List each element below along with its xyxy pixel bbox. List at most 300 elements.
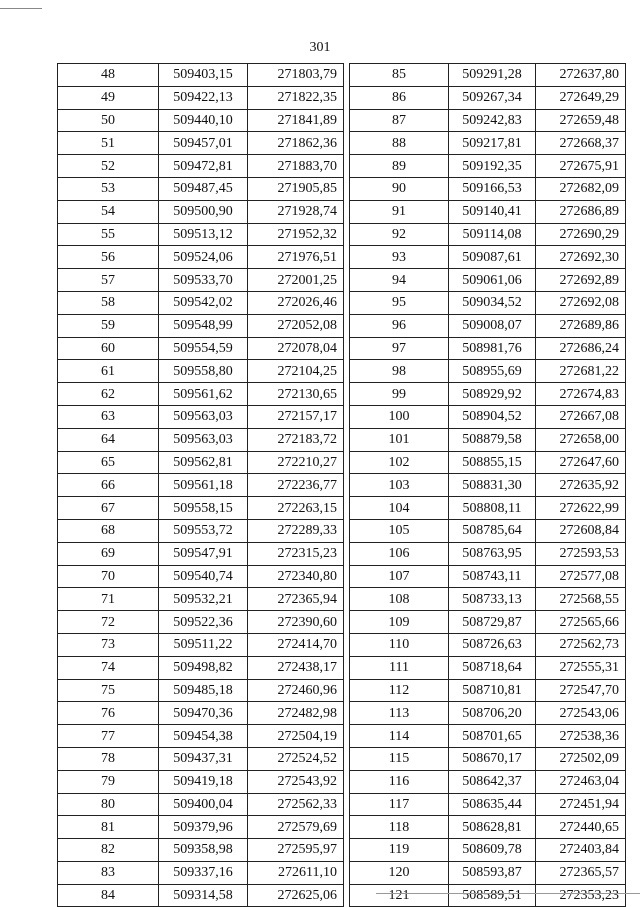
y-coordinate-cell: 272647,60 (536, 451, 626, 474)
table-row (58, 839, 344, 862)
x-coordinate-cell: 509561,18 (159, 474, 248, 497)
point-number-cell: 85 (350, 64, 449, 87)
y-coordinate-cell: 272674,83 (536, 383, 626, 406)
table-row (350, 64, 626, 87)
table-row (350, 291, 626, 314)
y-coordinate-cell: 271841,89 (248, 109, 344, 132)
y-coordinate-cell: 272577,08 (536, 565, 626, 588)
table-row (58, 611, 344, 634)
point-number-cell: 111 (350, 656, 449, 679)
x-coordinate-cell: 509553,72 (159, 519, 248, 542)
y-coordinate-cell: 272608,84 (536, 519, 626, 542)
table-row (350, 884, 626, 907)
y-coordinate-cell: 272482,98 (248, 702, 344, 725)
y-coordinate-cell: 272414,70 (248, 633, 344, 656)
x-coordinate-cell: 509472,81 (159, 155, 248, 178)
y-coordinate-cell: 272210,27 (248, 451, 344, 474)
point-number-cell: 108 (350, 588, 449, 611)
y-coordinate-cell: 271862,36 (248, 132, 344, 155)
x-coordinate-cell: 509547,91 (159, 542, 248, 565)
point-number-cell: 98 (350, 360, 449, 383)
table-row (58, 747, 344, 770)
x-coordinate-cell: 509061,06 (449, 269, 536, 292)
y-coordinate-cell: 272524,52 (248, 747, 344, 770)
table-row (350, 793, 626, 816)
table-row (350, 314, 626, 337)
table-row (350, 360, 626, 383)
point-number-cell: 100 (350, 405, 449, 428)
table-row (58, 497, 344, 520)
point-number-cell: 82 (58, 839, 159, 862)
table-row (350, 542, 626, 565)
x-coordinate-cell: 509314,58 (159, 884, 248, 907)
y-coordinate-cell: 272438,17 (248, 656, 344, 679)
x-coordinate-cell: 508729,87 (449, 611, 536, 634)
x-coordinate-cell: 509500,90 (159, 200, 248, 223)
x-coordinate-cell: 509561,62 (159, 383, 248, 406)
x-coordinate-cell: 508701,65 (449, 725, 536, 748)
y-coordinate-cell: 272690,29 (536, 223, 626, 246)
x-coordinate-cell: 509140,41 (449, 200, 536, 223)
bottom-rule (376, 893, 640, 894)
point-number-cell: 83 (58, 861, 159, 884)
point-number-cell: 107 (350, 565, 449, 588)
y-coordinate-cell: 272504,19 (248, 725, 344, 748)
y-coordinate-cell: 271976,51 (248, 246, 344, 269)
y-coordinate-cell: 272547,70 (536, 679, 626, 702)
y-coordinate-cell: 272625,06 (248, 884, 344, 907)
table-row (58, 223, 344, 246)
point-number-cell: 117 (350, 793, 449, 816)
table-row (350, 519, 626, 542)
table-row (350, 611, 626, 634)
y-coordinate-cell: 272658,00 (536, 428, 626, 451)
x-coordinate-cell: 508670,17 (449, 747, 536, 770)
x-coordinate-cell: 508981,76 (449, 337, 536, 360)
point-number-cell: 99 (350, 383, 449, 406)
y-coordinate-cell: 272289,33 (248, 519, 344, 542)
y-coordinate-cell: 272595,97 (248, 839, 344, 862)
point-number-cell: 61 (58, 360, 159, 383)
y-coordinate-cell: 272340,80 (248, 565, 344, 588)
y-coordinate-cell: 272659,48 (536, 109, 626, 132)
table-row (58, 177, 344, 200)
point-number-cell: 97 (350, 337, 449, 360)
point-number-cell: 48 (58, 64, 159, 87)
point-number-cell: 72 (58, 611, 159, 634)
x-coordinate-cell: 509522,36 (159, 611, 248, 634)
x-coordinate-cell: 509403,15 (159, 64, 248, 87)
point-number-cell: 93 (350, 246, 449, 269)
coordinates-table-right (349, 63, 626, 907)
table-row (58, 474, 344, 497)
y-coordinate-cell: 272681,22 (536, 360, 626, 383)
x-coordinate-cell: 509437,31 (159, 747, 248, 770)
x-coordinate-cell: 509542,02 (159, 291, 248, 314)
table-row (350, 177, 626, 200)
point-number-cell: 58 (58, 291, 159, 314)
table-row (58, 155, 344, 178)
x-coordinate-cell: 509379,96 (159, 816, 248, 839)
table-row (58, 132, 344, 155)
y-coordinate-cell: 272667,08 (536, 405, 626, 428)
x-coordinate-cell: 508808,11 (449, 497, 536, 520)
point-number-cell: 104 (350, 497, 449, 520)
x-coordinate-cell: 509457,01 (159, 132, 248, 155)
point-number-cell: 49 (58, 86, 159, 109)
x-coordinate-cell: 509554,59 (159, 337, 248, 360)
table-row (58, 861, 344, 884)
point-number-cell: 110 (350, 633, 449, 656)
point-number-cell: 84 (58, 884, 159, 907)
y-coordinate-cell: 272451,94 (536, 793, 626, 816)
point-number-cell: 75 (58, 679, 159, 702)
y-coordinate-cell: 272635,92 (536, 474, 626, 497)
y-coordinate-cell: 272675,91 (536, 155, 626, 178)
point-number-cell: 96 (350, 314, 449, 337)
coordinates-table-left (57, 63, 344, 907)
y-coordinate-cell: 272579,69 (248, 816, 344, 839)
point-number-cell: 57 (58, 269, 159, 292)
point-number-cell: 65 (58, 451, 159, 474)
table-row (350, 861, 626, 884)
table-row (58, 702, 344, 725)
x-coordinate-cell: 509166,53 (449, 177, 536, 200)
x-coordinate-cell: 509498,82 (159, 656, 248, 679)
x-coordinate-cell: 509524,06 (159, 246, 248, 269)
point-number-cell: 118 (350, 816, 449, 839)
x-coordinate-cell: 509217,81 (449, 132, 536, 155)
y-coordinate-cell: 272104,25 (248, 360, 344, 383)
y-coordinate-cell: 272622,99 (536, 497, 626, 520)
table-row (58, 519, 344, 542)
x-coordinate-cell: 508628,81 (449, 816, 536, 839)
table-row (350, 246, 626, 269)
point-number-cell: 119 (350, 839, 449, 862)
y-coordinate-cell: 272440,65 (536, 816, 626, 839)
table-row (350, 656, 626, 679)
point-number-cell: 62 (58, 383, 159, 406)
table-row (58, 337, 344, 360)
x-coordinate-cell: 509192,35 (449, 155, 536, 178)
point-number-cell: 73 (58, 633, 159, 656)
point-number-cell: 79 (58, 770, 159, 793)
y-coordinate-cell: 272463,04 (536, 770, 626, 793)
page-number: 301 (309, 40, 331, 55)
point-number-cell: 69 (58, 542, 159, 565)
x-coordinate-cell: 508609,78 (449, 839, 536, 862)
point-number-cell: 80 (58, 793, 159, 816)
table-row (350, 497, 626, 520)
x-coordinate-cell: 509511,22 (159, 633, 248, 656)
y-coordinate-cell: 272365,57 (536, 861, 626, 884)
x-coordinate-cell: 509337,16 (159, 861, 248, 884)
point-number-cell: 91 (350, 200, 449, 223)
table-row (58, 269, 344, 292)
point-number-cell: 120 (350, 861, 449, 884)
x-coordinate-cell: 509454,38 (159, 725, 248, 748)
x-coordinate-cell: 508726,63 (449, 633, 536, 656)
y-coordinate-cell: 272568,55 (536, 588, 626, 611)
x-coordinate-cell: 509291,28 (449, 64, 536, 87)
point-number-cell: 53 (58, 177, 159, 200)
y-coordinate-cell: 272183,72 (248, 428, 344, 451)
x-coordinate-cell: 508635,44 (449, 793, 536, 816)
point-number-cell: 64 (58, 428, 159, 451)
y-coordinate-cell: 272543,92 (248, 770, 344, 793)
y-coordinate-cell: 272315,23 (248, 542, 344, 565)
x-coordinate-cell: 508593,87 (449, 861, 536, 884)
point-number-cell: 103 (350, 474, 449, 497)
x-coordinate-cell: 508831,30 (449, 474, 536, 497)
scan-corner-mark (0, 8, 42, 9)
y-coordinate-cell: 272130,65 (248, 383, 344, 406)
table-row (350, 428, 626, 451)
x-coordinate-cell: 508733,13 (449, 588, 536, 611)
point-number-cell: 60 (58, 337, 159, 360)
point-number-cell: 87 (350, 109, 449, 132)
table-row (58, 451, 344, 474)
x-coordinate-cell: 509563,03 (159, 405, 248, 428)
x-coordinate-cell: 508879,58 (449, 428, 536, 451)
point-number-cell: 90 (350, 177, 449, 200)
y-coordinate-cell: 271928,74 (248, 200, 344, 223)
x-coordinate-cell: 509358,98 (159, 839, 248, 862)
point-number-cell: 70 (58, 565, 159, 588)
point-number-cell: 71 (58, 588, 159, 611)
y-coordinate-cell: 272562,33 (248, 793, 344, 816)
table-row (350, 223, 626, 246)
point-number-cell: 94 (350, 269, 449, 292)
point-number-cell: 86 (350, 86, 449, 109)
y-coordinate-cell: 272026,46 (248, 291, 344, 314)
table-row (58, 679, 344, 702)
point-number-cell: 50 (58, 109, 159, 132)
y-coordinate-cell: 272502,09 (536, 747, 626, 770)
point-number-cell: 116 (350, 770, 449, 793)
table-row (350, 702, 626, 725)
table-row (350, 633, 626, 656)
table-row (58, 428, 344, 451)
table-row (350, 725, 626, 748)
y-coordinate-cell: 272686,89 (536, 200, 626, 223)
table-row (350, 474, 626, 497)
point-number-cell: 52 (58, 155, 159, 178)
table-row (350, 747, 626, 770)
point-number-cell: 106 (350, 542, 449, 565)
y-coordinate-cell: 272562,73 (536, 633, 626, 656)
point-number-cell: 109 (350, 611, 449, 634)
table-row (58, 656, 344, 679)
point-number-cell: 77 (58, 725, 159, 748)
x-coordinate-cell: 508855,15 (449, 451, 536, 474)
x-coordinate-cell: 508929,92 (449, 383, 536, 406)
y-coordinate-cell: 272682,09 (536, 177, 626, 200)
table-row (350, 405, 626, 428)
x-coordinate-cell: 509400,04 (159, 793, 248, 816)
table-row (350, 109, 626, 132)
point-number-cell: 63 (58, 405, 159, 428)
y-coordinate-cell: 272668,37 (536, 132, 626, 155)
table-row (350, 200, 626, 223)
table-row (58, 86, 344, 109)
point-number-cell: 105 (350, 519, 449, 542)
x-coordinate-cell: 509242,83 (449, 109, 536, 132)
table-row (58, 109, 344, 132)
x-coordinate-cell: 508763,95 (449, 542, 536, 565)
table-row (58, 793, 344, 816)
point-number-cell: 76 (58, 702, 159, 725)
x-coordinate-cell: 508718,64 (449, 656, 536, 679)
point-number-cell: 56 (58, 246, 159, 269)
x-coordinate-cell: 509558,15 (159, 497, 248, 520)
table-row (58, 64, 344, 87)
y-coordinate-cell: 271822,35 (248, 86, 344, 109)
table-row (350, 132, 626, 155)
x-coordinate-cell: 509562,81 (159, 451, 248, 474)
x-coordinate-cell: 509548,99 (159, 314, 248, 337)
point-number-cell: 51 (58, 132, 159, 155)
y-coordinate-cell: 272692,08 (536, 291, 626, 314)
table-row (58, 246, 344, 269)
y-coordinate-cell: 272403,84 (536, 839, 626, 862)
point-number-cell: 115 (350, 747, 449, 770)
y-coordinate-cell: 272593,53 (536, 542, 626, 565)
table-row (58, 884, 344, 907)
y-coordinate-cell: 272157,17 (248, 405, 344, 428)
table-row (350, 679, 626, 702)
y-coordinate-cell: 271905,85 (248, 177, 344, 200)
point-number-cell: 89 (350, 155, 449, 178)
y-coordinate-cell: 272078,04 (248, 337, 344, 360)
table-row (350, 816, 626, 839)
x-coordinate-cell: 509533,70 (159, 269, 248, 292)
y-coordinate-cell: 271883,70 (248, 155, 344, 178)
point-number-cell: 68 (58, 519, 159, 542)
y-coordinate-cell: 272565,66 (536, 611, 626, 634)
point-number-cell: 66 (58, 474, 159, 497)
x-coordinate-cell: 509532,21 (159, 588, 248, 611)
x-coordinate-cell: 509487,45 (159, 177, 248, 200)
table-row (350, 588, 626, 611)
table-row (350, 155, 626, 178)
point-number-cell: 95 (350, 291, 449, 314)
x-coordinate-cell: 509267,34 (449, 86, 536, 109)
table-row (58, 383, 344, 406)
y-coordinate-cell: 271803,79 (248, 64, 344, 87)
point-number-cell: 102 (350, 451, 449, 474)
table-row (350, 565, 626, 588)
table-row (350, 269, 626, 292)
table-row (350, 383, 626, 406)
x-coordinate-cell: 508642,37 (449, 770, 536, 793)
x-coordinate-cell: 509563,03 (159, 428, 248, 451)
y-coordinate-cell: 272692,89 (536, 269, 626, 292)
table-row (58, 291, 344, 314)
table-row (58, 360, 344, 383)
y-coordinate-cell: 272353,23 (536, 884, 626, 907)
point-number-cell: 121 (350, 884, 449, 907)
table-row (58, 770, 344, 793)
point-number-cell: 54 (58, 200, 159, 223)
point-number-cell: 114 (350, 725, 449, 748)
x-coordinate-cell: 509540,74 (159, 565, 248, 588)
table-row (58, 542, 344, 565)
x-coordinate-cell: 508710,81 (449, 679, 536, 702)
x-coordinate-cell: 508904,52 (449, 405, 536, 428)
point-number-cell: 67 (58, 497, 159, 520)
x-coordinate-cell: 509114,08 (449, 223, 536, 246)
y-coordinate-cell: 272538,36 (536, 725, 626, 748)
table-row (58, 405, 344, 428)
y-coordinate-cell: 272649,29 (536, 86, 626, 109)
point-number-cell: 78 (58, 747, 159, 770)
y-coordinate-cell: 272052,08 (248, 314, 344, 337)
table-row (350, 451, 626, 474)
point-number-cell: 74 (58, 656, 159, 679)
point-number-cell: 92 (350, 223, 449, 246)
point-number-cell: 113 (350, 702, 449, 725)
y-coordinate-cell: 272236,77 (248, 474, 344, 497)
point-number-cell: 101 (350, 428, 449, 451)
point-number-cell: 88 (350, 132, 449, 155)
y-coordinate-cell: 272390,60 (248, 611, 344, 634)
table-row (350, 337, 626, 360)
table-row (350, 770, 626, 793)
x-coordinate-cell: 509558,80 (159, 360, 248, 383)
y-coordinate-cell: 272263,15 (248, 497, 344, 520)
y-coordinate-cell: 271952,32 (248, 223, 344, 246)
x-coordinate-cell: 509422,13 (159, 86, 248, 109)
y-coordinate-cell: 272555,31 (536, 656, 626, 679)
x-coordinate-cell: 509513,12 (159, 223, 248, 246)
x-coordinate-cell: 509419,18 (159, 770, 248, 793)
x-coordinate-cell: 508706,20 (449, 702, 536, 725)
y-coordinate-cell: 272460,96 (248, 679, 344, 702)
x-coordinate-cell: 509008,07 (449, 314, 536, 337)
table-row (58, 200, 344, 223)
y-coordinate-cell: 272001,25 (248, 269, 344, 292)
x-coordinate-cell: 509087,61 (449, 246, 536, 269)
table-row (350, 839, 626, 862)
table-row (58, 588, 344, 611)
x-coordinate-cell: 508785,64 (449, 519, 536, 542)
y-coordinate-cell: 272611,10 (248, 861, 344, 884)
point-number-cell: 112 (350, 679, 449, 702)
y-coordinate-cell: 272543,06 (536, 702, 626, 725)
x-coordinate-cell: 509440,10 (159, 109, 248, 132)
x-coordinate-cell: 508955,69 (449, 360, 536, 383)
point-number-cell: 55 (58, 223, 159, 246)
y-coordinate-cell: 272692,30 (536, 246, 626, 269)
y-coordinate-cell: 272686,24 (536, 337, 626, 360)
x-coordinate-cell: 508743,11 (449, 565, 536, 588)
table-row (58, 314, 344, 337)
table-row (58, 633, 344, 656)
point-number-cell: 59 (58, 314, 159, 337)
y-coordinate-cell: 272365,94 (248, 588, 344, 611)
table-row (58, 816, 344, 839)
table-row (350, 86, 626, 109)
y-coordinate-cell: 272637,80 (536, 64, 626, 87)
x-coordinate-cell: 509485,18 (159, 679, 248, 702)
x-coordinate-cell: 508589,51 (449, 884, 536, 907)
x-coordinate-cell: 509470,36 (159, 702, 248, 725)
x-coordinate-cell: 509034,52 (449, 291, 536, 314)
table-row (58, 565, 344, 588)
table-row (58, 725, 344, 748)
point-number-cell: 81 (58, 816, 159, 839)
